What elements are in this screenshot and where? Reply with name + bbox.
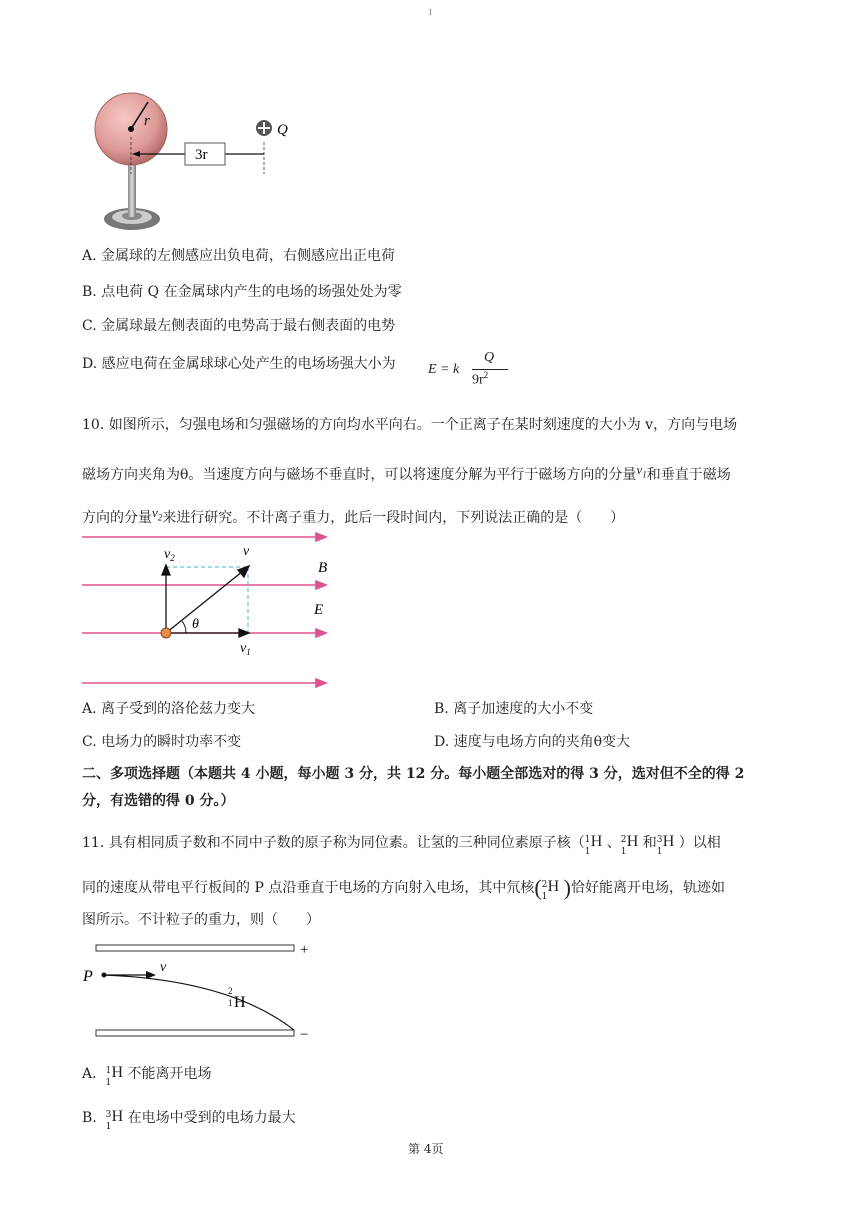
q10-option-d: D. 速度与电场方向的夹角θ变大: [434, 734, 631, 750]
radius-label: r: [144, 113, 150, 129]
plates-figure: [80, 938, 320, 1048]
section2-heading-line1: 二、多项选择题（本题共 4 小题，每小题 3 分，共 12 分。每小题全部选对的得 3 分，选对但不全的得 2: [82, 766, 745, 782]
page-number: 第 4页: [408, 1142, 444, 1156]
page-marker: 1: [428, 8, 434, 17]
section2-heading-line2: 分，有选错的得 0 分。）: [82, 793, 235, 809]
q10-option-b: B. 离子加速度的大小不变: [434, 701, 594, 717]
top-plate: [96, 945, 294, 951]
point-p-label: P: [83, 968, 93, 985]
q10-option-a: A. 离子受到的洛伦兹力变大: [82, 701, 256, 717]
theta-label: θ: [192, 617, 199, 632]
minus-sign: −: [300, 1027, 309, 1043]
svg-text:2: 2: [228, 986, 233, 996]
q10-line3: 方向的分量$v_2$来进行研究。不计离子重力，此后一段时间内，下列说法正确的是（ ）: [82, 505, 625, 526]
svg-text:1: 1: [228, 998, 233, 1008]
isotope-deuteron: 2 1 H: [541, 878, 560, 902]
q9-option-a: A. 金属球的左侧感应出负电荷，右侧感应出正电荷: [82, 248, 396, 264]
q10-line1: 10. 如图所示，匀强电场和匀强磁场的方向均水平向右。一个正离子在某时刻速度的大小为 v，方向与电场: [82, 417, 738, 433]
stand-pole: [128, 162, 136, 217]
q11-option-a: A. 1 1 H 不能离开电场: [82, 1064, 212, 1088]
distance-label: 3r: [195, 147, 208, 163]
isotope-h2: 2 1 H: [620, 833, 639, 857]
e-label: E: [314, 602, 324, 618]
q11-line2: 同的速度从带电平行板间的 P 点沿垂直于电场的方向射入电场，其中氘核( 2 1 H )恰好能离开电场，轨迹如: [82, 875, 725, 902]
q11-option-b: B. 3 1 H 在电场中受到的电场力最大: [82, 1108, 296, 1132]
b-label: B: [318, 560, 328, 576]
v1-label: $v_1$: [240, 641, 251, 657]
q11-line1: 11. 具有相同质子数和不同中子数的原子称为同位素。让氢的三种同位素原子核（ 1 1 H 、 2 1 H 和 3 1 H ）以相: [82, 833, 721, 857]
isotope-h1: 1 1 H: [584, 833, 603, 857]
plus-sign: +: [300, 942, 309, 958]
velocity-label: v: [160, 960, 167, 975]
q10-option-c: C. 电场力的瞬时功率不变: [82, 734, 242, 750]
v2-label: $v_2$: [164, 547, 175, 563]
trajectory-label: H: [234, 994, 246, 1011]
q9-option-d: D. 感应电荷在金属球球心处产生的电场场强大小为: [82, 356, 396, 372]
q9-option-b: B. 点电荷 Q 在金属球内产生的电场的场强处处为零: [82, 284, 402, 300]
isotope-h3: 3 1 H: [656, 833, 675, 857]
field-figure: [82, 530, 342, 692]
charge-label: Q: [277, 122, 288, 138]
deuteron-trajectory: [104, 975, 294, 1030]
sphere-figure: [82, 82, 312, 240]
q11-line3: 图所示。不计粒子的重力，则（ ）: [82, 912, 320, 928]
v-label: v: [243, 544, 250, 559]
q10-line2: 磁场方向夹角为θ。当速度方向与磁场不垂直时，可以将速度分解为平行于磁场方向的分量$v_1$和垂直于磁场: [82, 462, 731, 483]
q9-option-c: C. 金属球最左侧表面的电势高于最右侧表面的电势: [82, 318, 396, 334]
bottom-plate: [96, 1030, 294, 1036]
